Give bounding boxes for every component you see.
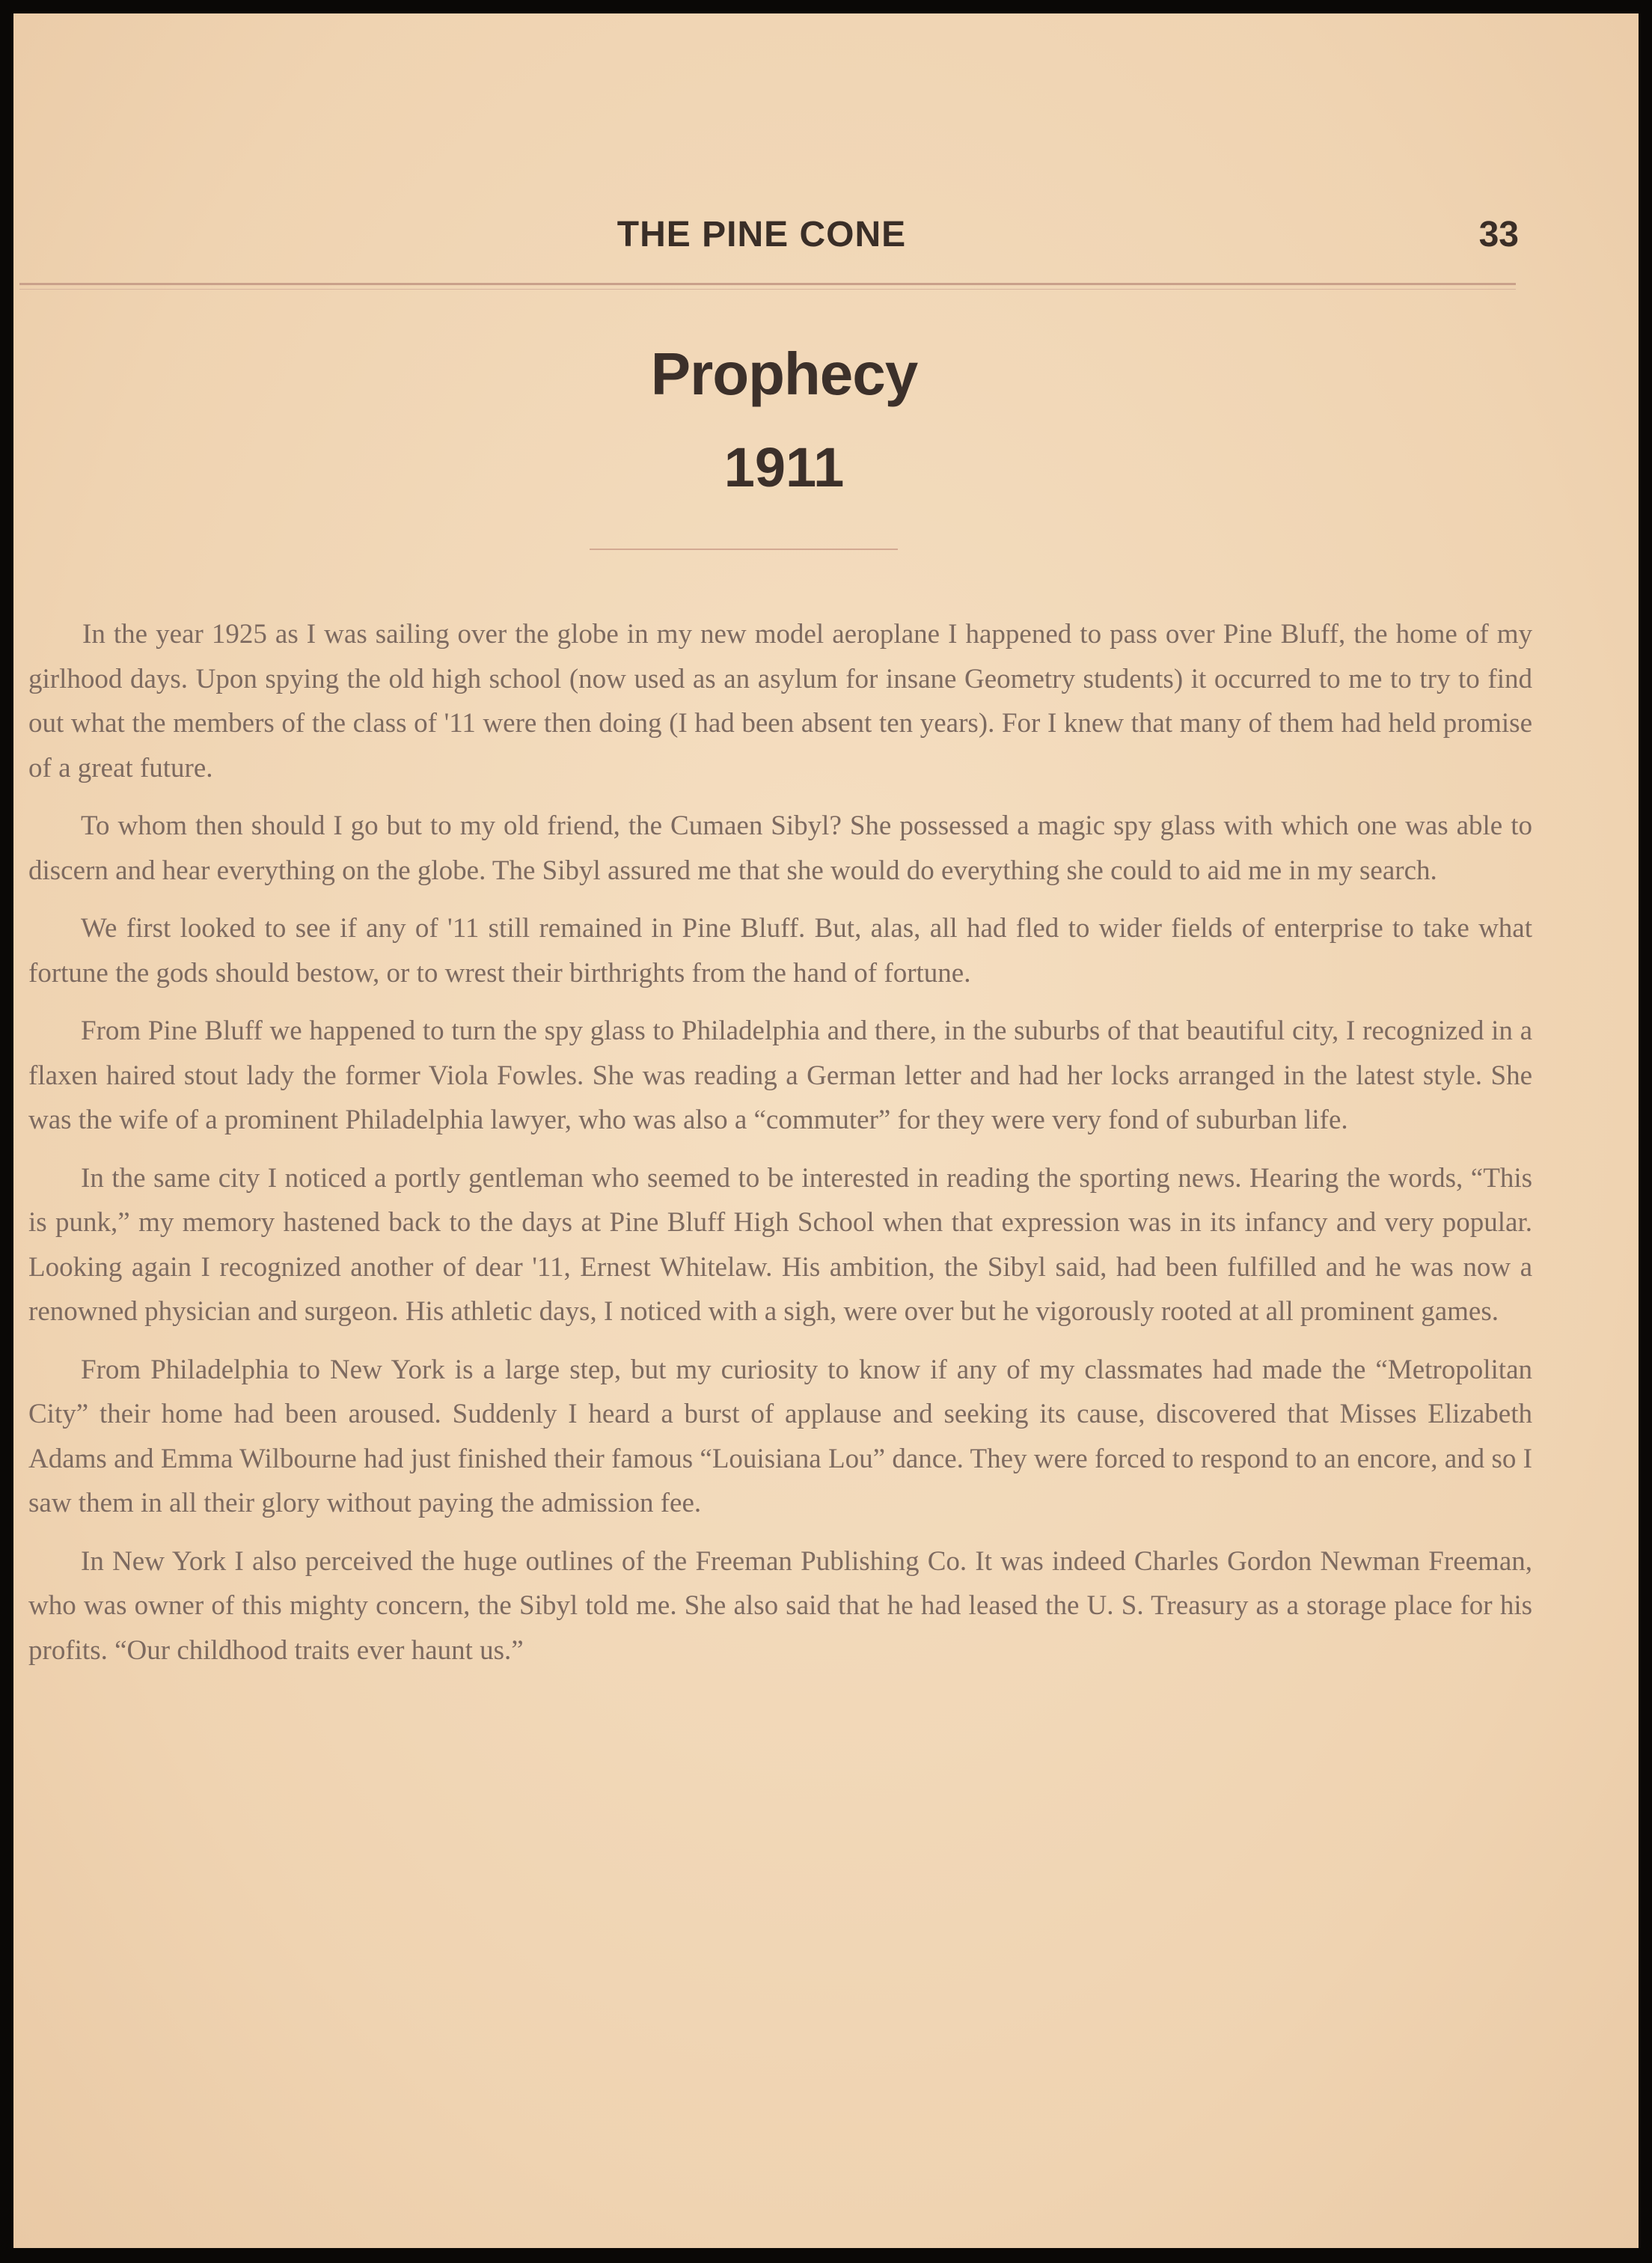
header-rule — [19, 283, 1516, 285]
paragraph: In the same city I noticed a portly gentleman who seemed to be interested in reading the sporting news. Hearing the words, “This is punk,” my memory hastened back to the days at Pine Bluff High School when that expression was in its infancy and very popular. Looking again I recognized another of dear '11, Ernest Whitelaw. His ambition, the Sibyl said, had been fulfilled and he was now a renowned physician and surgeon. His athletic days, I noticed with a sigh, were over but he vigorously rooted at all prominent games. — [28, 1162, 1532, 1327]
paragraph: From Pine Bluff we happened to turn the spy glass to Philadelphia and there, in the suburbs of that beautiful city, I recognized in a flaxen haired stout lady the former Viola Fowles. She was reading a German letter and had her locks arranged in the latest style. She was the wife of a prominent Philadelphia lawyer, who was also a “commuter” for they were very fond of suburban life. — [28, 1016, 1532, 1135]
header-rule-thin — [19, 289, 1516, 290]
article-year: 1911 — [723, 436, 845, 498]
paragraph: From Philadelphia to New York is a large step, but my curiosity to know if any of my classmates had made the “Metropolitan City” their home had been aroused. Suddenly I heard a burst of applause and seeking its cause, discovered that Misses Elizabeth Adams and Emma Wilbourne had just finished their famous “Louisiana Lou” dance. They were forced to respond to an encore, and so I saw them in all their glory without paying the admission fee. — [28, 1354, 1532, 1518]
running-title: THE PINE CONE — [617, 215, 907, 254]
running-header — [13, 214, 1639, 259]
paragraph: To whom then should I go but to my old friend, the Cumaen Sibyl? She possessed a magic spy glass with which one was able to discern and hear everything on the globe. The Sibyl assured me that she would do everything she could to aid me in my search. — [28, 810, 1532, 886]
article-body — [28, 612, 1532, 1686]
article-title: Prophecy — [650, 340, 918, 407]
paragraph: In New York I also perceived the huge outlines of the Freeman Publishing Co. It was indeed Charles Gordon Newman Freeman, who was owner of this mighty concern, the Sibyl told me. She also said that he had leased the U. S. Treasury as a storage place for his profits. “Our childhood traits ever haunt us.” — [28, 1545, 1532, 1666]
paragraph: We first looked to see if any of '11 still remained in Pine Bluff. But, alas, all had fled to wider fields of enterprise to take what fortune the gods should bestow, or to wrest their birthrights from the hand of fortune. — [28, 913, 1532, 989]
page-number: 33 — [1478, 215, 1519, 254]
title-rule — [590, 549, 898, 550]
paragraph: In the year 1925 as I was sailing over the globe in my new model aeroplane I happened to pass over Pine Bluff, the home of my girlhood days. Upon spying the old high school (now used as an asylum for insane Geometry students) it occurred to me to try to find out what the members of the class of '11 were then doing (I had been absent ten years). For I knew that many of them had held promise of a great future. — [28, 619, 1532, 784]
page — [13, 13, 1639, 2248]
